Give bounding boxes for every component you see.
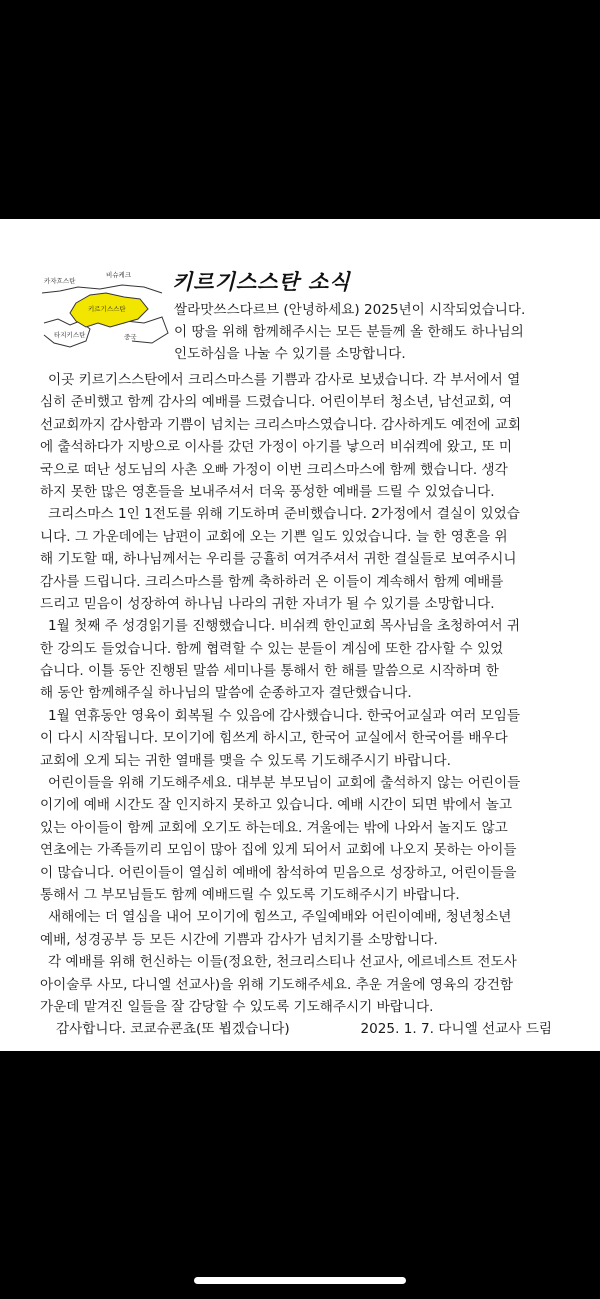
- body-line: 있는 아이들이 함께 교회에 오기도 하는데요. 겨울에는 밖에 나와서 놀지도 않고: [40, 819, 508, 836]
- body-line: 어린이들을 위해 기도해주세요. 대부분 부모님이 교회에 출석하지 않는 어린이들: [48, 775, 521, 792]
- body-line: 선교회까지 감사함과 기쁨이 넘치는 크리스마스였습니다. 감사하게도 예전에 교회: [40, 416, 522, 433]
- map-label-tajikistan: 타지키스탄: [54, 331, 86, 339]
- body-line: 1월 첫째 주 성경읽기를 진행했습니다. 비쉬켁 한인교회 목사님을 초청하여서 귀: [48, 618, 521, 635]
- body-line: 예배, 성경공부 등 모든 시간에 기쁨과 감사가 넘치기를 소망합니다.: [40, 931, 438, 948]
- body-line: 크리스마스 1인 1전도를 위해 기도하며 준비했습니다. 2가정에서 결실이 있었습: [48, 506, 520, 523]
- kyrgyzstan-map: [40, 263, 170, 361]
- map-outline-kazakhstan: [42, 285, 162, 293]
- closing-signature: 2025. 1. 7. 다니엘 선교사 드림: [360, 1021, 552, 1038]
- body-line: 이곳 키르기스스탄에서 크리스마스를 기쁨과 감사로 보냈습니다. 각 부서에서 열: [48, 372, 521, 388]
- body-line: 해 동안 함께해주실 하나님의 말씀에 순종하고자 결단했습니다.: [40, 685, 412, 702]
- intro-paragraph: [174, 299, 574, 365]
- page-title: 키르기스스탄 소식: [172, 270, 351, 294]
- body-line: 새해에는 더 열심을 내어 모이기에 힘쓰고, 주일예배와 어린이예배, 청년청소년: [48, 909, 512, 926]
- closing-line: [40, 1018, 552, 1040]
- home-indicator[interactable]: [194, 1277, 406, 1284]
- closing-thanks: 감사합니다. 코쿄슈쿈쵸(또 뵙겠습니다): [56, 1021, 290, 1038]
- body-line: 교회에 오게 되는 귀한 열매를 맺을 수 있도록 기도해주시기 바랍니다.: [40, 752, 451, 769]
- body-line: 1월 연휴동안 영육이 회복될 수 있음에 감사했습니다. 한국어교실과 여러 모임들: [48, 707, 521, 724]
- intro-line: 인도하심을 나눌 수 있기를 소망합니다.: [174, 346, 406, 362]
- body-line: 에 출석하다가 지방으로 이사를 갔던 가정이 아기를 낳으러 비쉬켁에 왔고, 또 미: [40, 439, 513, 456]
- body-line: 해 기도할 때, 하나님께서는 우리를 긍휼히 여겨주셔서 귀한 결실들로 보여주시니: [40, 551, 517, 568]
- body-line: 니다. 그 가운데에는 남편이 교회에 오는 기쁜 일도 있었습니다. 늘 한 영혼을 위: [40, 528, 508, 545]
- body-line: 통해서 그 부모님들도 함께 예배드릴 수 있도록 기도해주시기 바랍니다.: [40, 886, 460, 903]
- body-line: 이 다시 시작됩니다. 모이기에 힘쓰게 하시고, 한국어 교실에서 한국어를 배우다: [40, 730, 508, 747]
- body-line: 가운데 맡겨진 일들을 잘 감당할 수 있도록 기도해주시기 바랍니다.: [40, 998, 434, 1015]
- body-line: 하지 못한 많은 영혼들을 보내주셔서 더욱 풍성한 예배를 드릴 수 있었습니다.: [40, 483, 495, 500]
- map-label-china: 중국: [124, 333, 137, 341]
- body-line: 국으로 떠난 성도님의 사촌 오빠 가정이 이번 크리스마스에 함께 했습니다. 생각: [40, 461, 508, 478]
- body-text: [40, 369, 552, 1041]
- body-line: 각 예배를 위해 헌신하는 이들(정요한, 천크리스티나 선교사, 에르네스트 전도사: [48, 954, 517, 971]
- body-line: 아이술루 사모, 다니엘 선교사)을 위해 기도해주세요. 추운 겨울에 영육의 강건함: [40, 976, 514, 993]
- body-line: 드리고 믿음이 성장하여 하나님 나라의 귀한 자녀가 될 수 있기를 소망합니다.: [40, 595, 495, 612]
- body-line: 감사를 드립니다. 크리스마스를 함께 축하하러 온 이들이 계속해서 함께 예배를: [40, 573, 504, 590]
- body-line: 연초에는 가족들끼리 모임이 많아 집에 있게 되어서 교회에 나오지 못하는 아이들: [40, 842, 517, 859]
- body-line: 심히 준비했고 함께 감사의 예배를 드렸습니다. 어린이부터 청소년, 남선교회, 여: [40, 394, 513, 411]
- body-line: 습니다. 이틀 동안 진행된 말씀 세미나를 통해서 한 해를 말씀으로 시작하며 한: [40, 663, 499, 680]
- map-label-kyrgyzstan: 키르기스스탄: [88, 305, 126, 313]
- body-line: 이기에 예배 시간도 잘 인지하지 못하고 있습니다. 예배 시간이 되면 밖에서 놀고: [40, 797, 513, 814]
- intro-line: 이 땅을 위해 함께해주시는 모든 분들께 올 한해도 하나님의: [174, 324, 524, 340]
- map-label-bishkek: 비슈케크: [106, 271, 132, 279]
- intro-line: 쌀라맛쓰스다르브 (안녕하세요) 2025년이 시작되었습니다.: [174, 302, 526, 318]
- body-line: 한 강의도 들었습니다. 함께 협력할 수 있는 분들이 계심에 또한 감사할 수 있었: [40, 640, 504, 657]
- newsletter-sheet: [0, 219, 600, 1051]
- map-label-kazakhstan: 카자흐스탄: [44, 277, 76, 285]
- body-line: 이 많습니다. 어린이들이 열심히 예배에 참석하여 믿음으로 성장하고, 어린이들을: [40, 864, 517, 881]
